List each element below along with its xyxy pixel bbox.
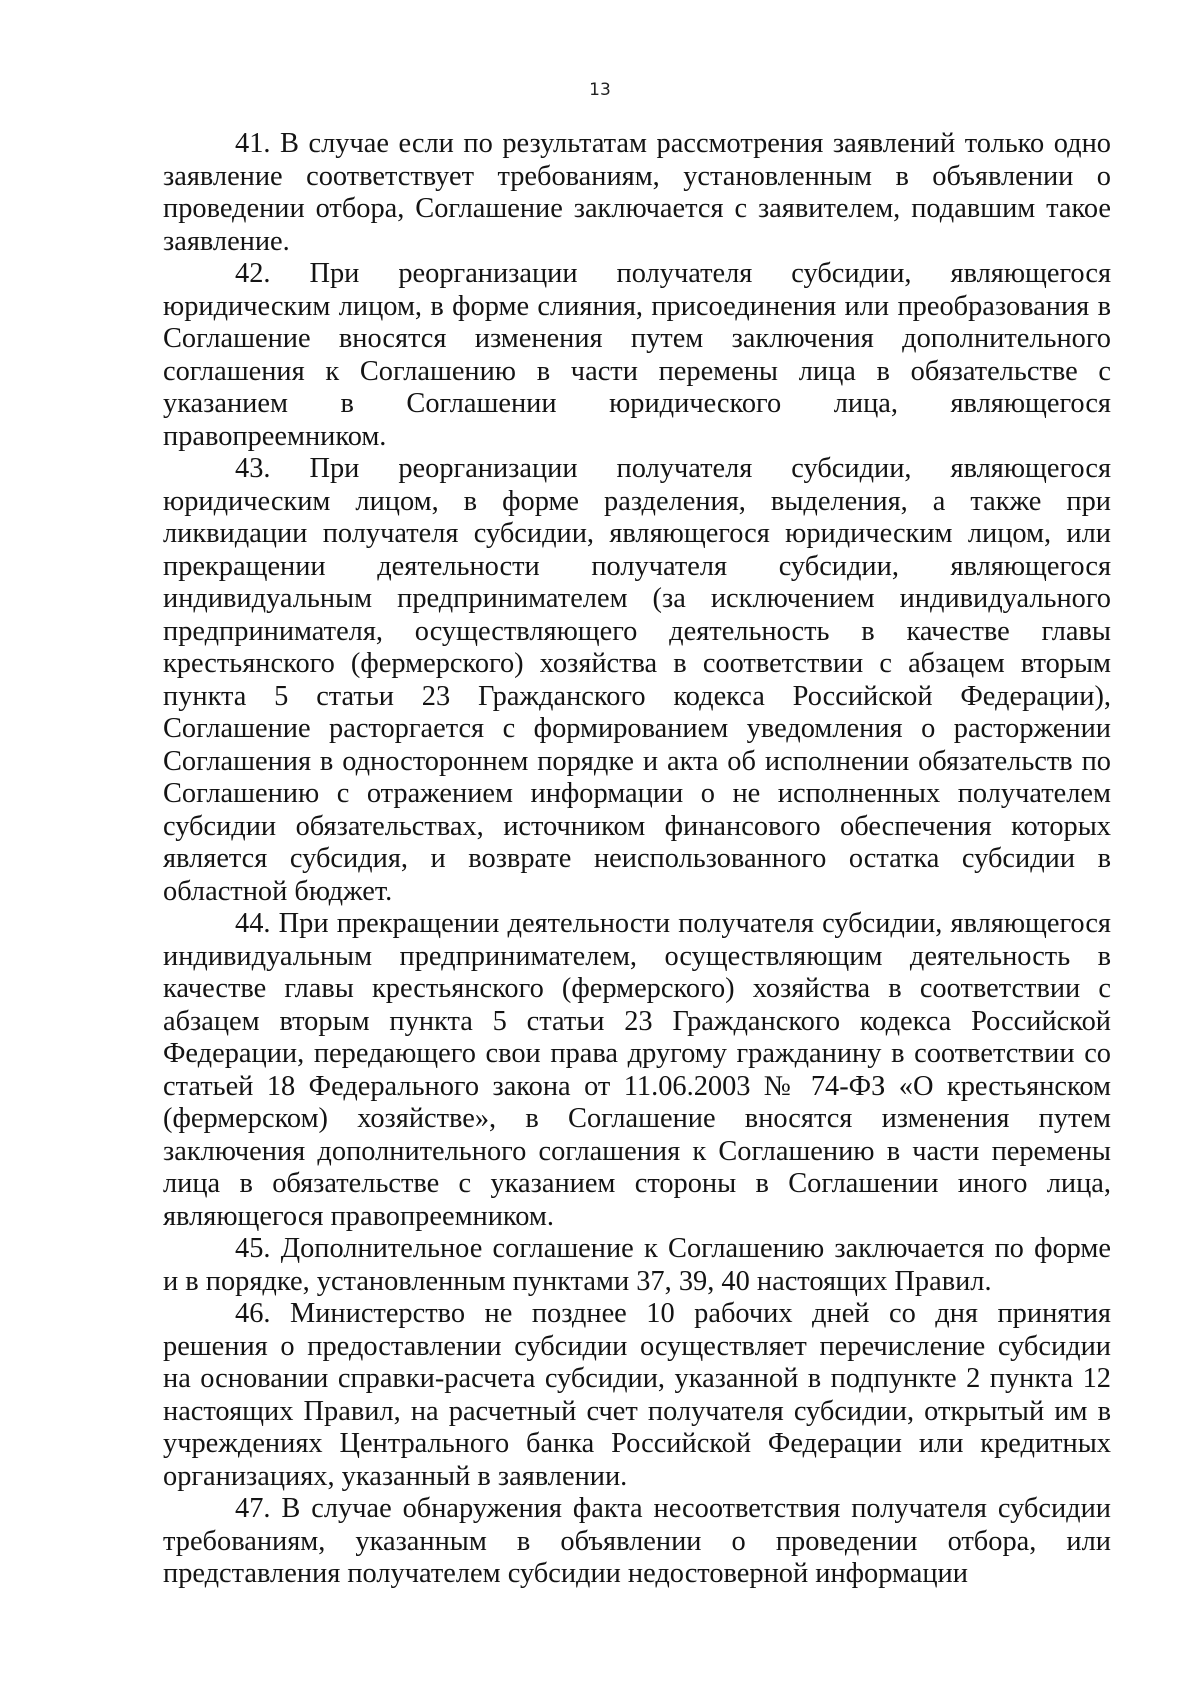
paragraph-42: 42. При реорганизации получателя субсидии, являющегося юридическим лицом, в форме слияния, присоединения или преобразования в Соглашение вносятся изменения путем заключения дополнительного соглашения к Соглашению в части перемены лица в обязательстве с указанием в Соглашении юридического лица, являющегося правопреемником. — [163, 258, 1111, 452]
paragraph-46: 46. Министерство не позднее 10 рабочих дней со дня принятия решения о предоставлении субсидии осуществляет перечисление субсидии на основании справки-расчета субсидии, указанной в подпункте 2 пункта 12 настоящих Правил, на расчетный счет получателя субсидии, открытый им в учреждениях Центрального банка Российской Федерации или кредитных организациях, указанный в заявлении. — [163, 1298, 1111, 1492]
paragraph-43: 43. При реорганизации получателя субсидии, являющегося юридическим лицом, в форме разделения, выделения, а также при ликвидации получателя субсидии, являющегося юридическим лицом, или прекращении деятельности получателя субсидии, являющегося индивидуальным предпринимателем (за исключением индивидуального предпринимателя, осуществляющего деятельность в качестве главы крестьянского (фермерского) хозяйства в соответствии с абзацем вторым пункта 5 статьи 23 Гражданского кодекса Российской Федерации), Соглашение расторгается с формированием уведомления о расторжении Соглашения в одностороннем порядке и акта об исполнении обязательств по Соглашению с отражением информации о не исполненных получателем субсидии обязательствах, источником финансового обеспечения которых является субсидия, и возврате неиспользованного остатка субсидии в областной бюджет. — [163, 453, 1111, 907]
page-number: 13 — [589, 80, 611, 100]
document-body — [163, 128, 1111, 1591]
paragraph-41: 41. В случае если по результатам рассмотрения заявлений только одно заявление соответствует требованиям, установленным в объявлении о проведении отбора, Соглашение заключается с заявителем, подавшим такое заявление. — [163, 128, 1111, 257]
paragraph-45: 45. Дополнительное соглашение к Соглашению заключается по форме и в порядке, установленным пунктами 37, 39, 40 настоящих Правил. — [163, 1233, 1111, 1297]
paragraph-44: 44. При прекращении деятельности получателя субсидии, являющегося индивидуальным предпринимателем, осуществляющим деятельность в качестве главы крестьянского (фермерского) хозяйства в соответствии с абзацем вторым пункта 5 статьи 23 Гражданского кодекса Российской Федерации, передающего свои права другому гражданину в соответствии со статьей 18 Федерального закона от 11.06.2003 № 74-ФЗ «О крестьянском (фермерском) хозяйстве», в Соглашение вносятся изменения путем заключения дополнительного соглашения к Соглашению в части перемены лица в обязательстве с указанием стороны в Соглашении иного лица, являющегося правопреемником. — [163, 908, 1111, 1232]
paragraph-47: 47. В случае обнаружения факта несоответствия получателя субсидии требованиям, указанным в объявлении о проведении отбора, или представления получателем субсидии недостоверной информации — [163, 1493, 1111, 1589]
